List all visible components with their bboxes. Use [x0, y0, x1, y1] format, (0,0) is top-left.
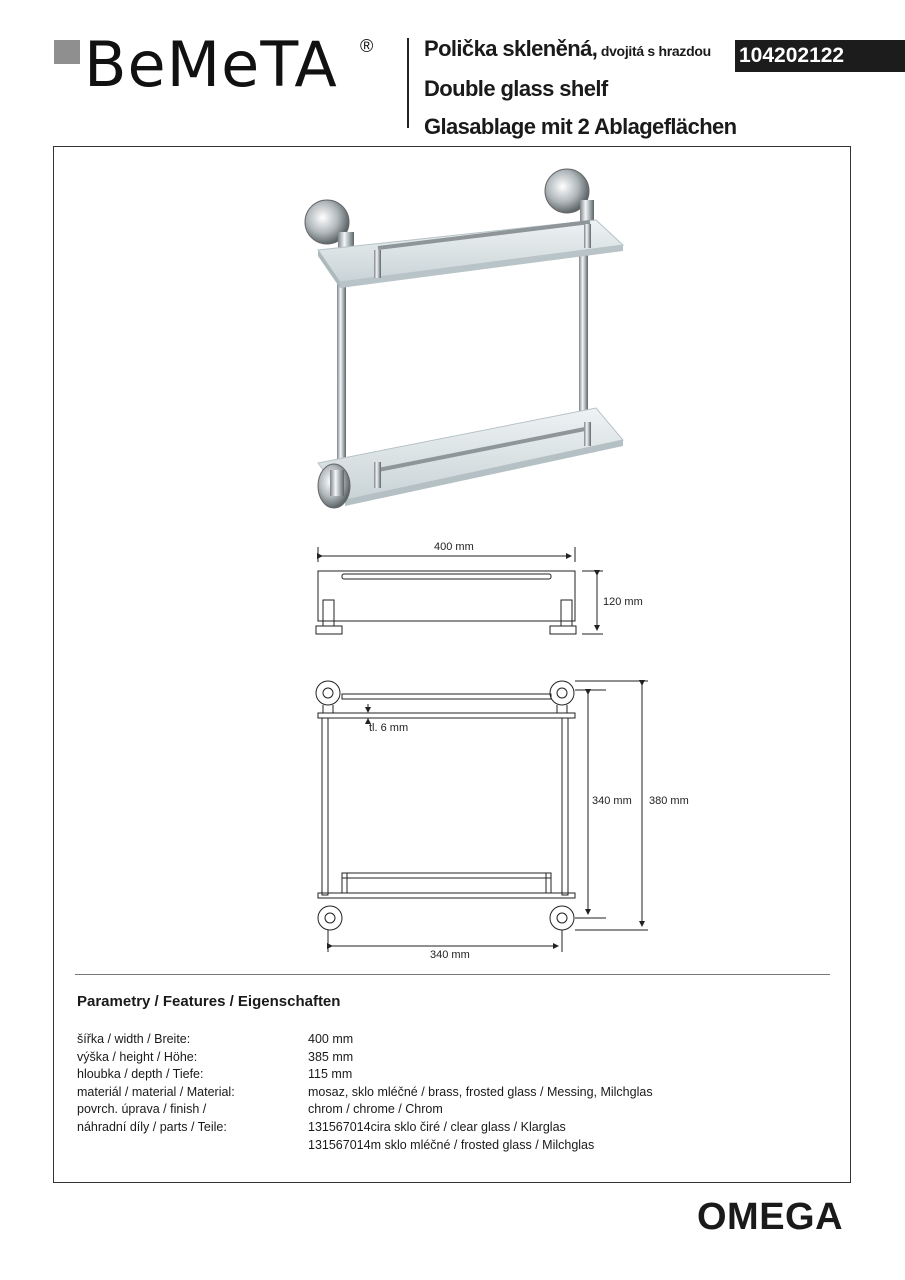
- spec-row-material: [77, 1084, 653, 1102]
- spec-row-depth: [77, 1066, 653, 1084]
- registered-mark: ®: [360, 36, 374, 56]
- specs-table: [77, 1031, 653, 1154]
- spec-row-width: [77, 1031, 653, 1049]
- spec-value: 400 mm: [308, 1032, 354, 1046]
- dim-top-width: 400 mm: [434, 541, 474, 553]
- series-name: OMEGA: [697, 1196, 844, 1238]
- product-photo: [305, 169, 623, 508]
- product-code-badge: 104202122: [735, 40, 905, 72]
- spec-value: 385 mm: [308, 1049, 354, 1064]
- spec-label: výška / height / Höhe:: [77, 1049, 198, 1064]
- spec-label: šířka / width / Breite:: [77, 1032, 191, 1046]
- spec-value: 131567014cira sklo čiré / clear glass / Klarglas: [308, 1119, 566, 1134]
- spec-value: mosaz, sklo mléčné / brass, frosted glass / Messing, Milchglas: [308, 1084, 653, 1099]
- dim-side-height: 120 mm: [603, 596, 643, 608]
- title-en: Double glass shelf: [424, 76, 608, 101]
- title-cz-sub: dvojitá s hrazdou: [597, 43, 711, 59]
- section-divider: [75, 974, 830, 975]
- spec-value: 131567014m sklo mléčné / frosted glass / Milchglas: [308, 1137, 595, 1152]
- dim-total-height: 380 mm: [649, 795, 689, 807]
- front-view-drawing: [316, 681, 648, 952]
- specs-title: Parametry / Features / Eigenschaften: [77, 993, 341, 1010]
- spec-label: povrch. úprava / finish /: [77, 1102, 207, 1117]
- spec-label: náhradní díly / parts / Teile:: [77, 1119, 227, 1134]
- spec-label: hloubka / depth / Tiefe:: [77, 1067, 204, 1082]
- spec-row-parts-2: [77, 1137, 653, 1155]
- spec-value: 115 mm: [308, 1067, 353, 1082]
- dim-inner-height: 340 mm: [592, 795, 632, 807]
- spec-value: chrom / chrome / Chrom: [308, 1102, 443, 1117]
- brand-name: BeMeTA: [84, 28, 338, 101]
- title-cz-main: Polička skleněná,: [424, 36, 598, 61]
- dim-thickness: tl. 6 mm: [369, 722, 409, 734]
- title-de: Glasablage mit 2 Ablageflächen: [424, 114, 737, 139]
- spec-row-parts: [77, 1119, 653, 1137]
- spec-label: materiál / material / Material:: [77, 1084, 235, 1099]
- spec-row-height: [77, 1049, 653, 1067]
- dim-bottom-width: 340 mm: [430, 949, 470, 961]
- spec-label: [77, 1137, 308, 1155]
- side-view-drawing: [316, 547, 603, 634]
- spec-row-finish: [77, 1101, 653, 1119]
